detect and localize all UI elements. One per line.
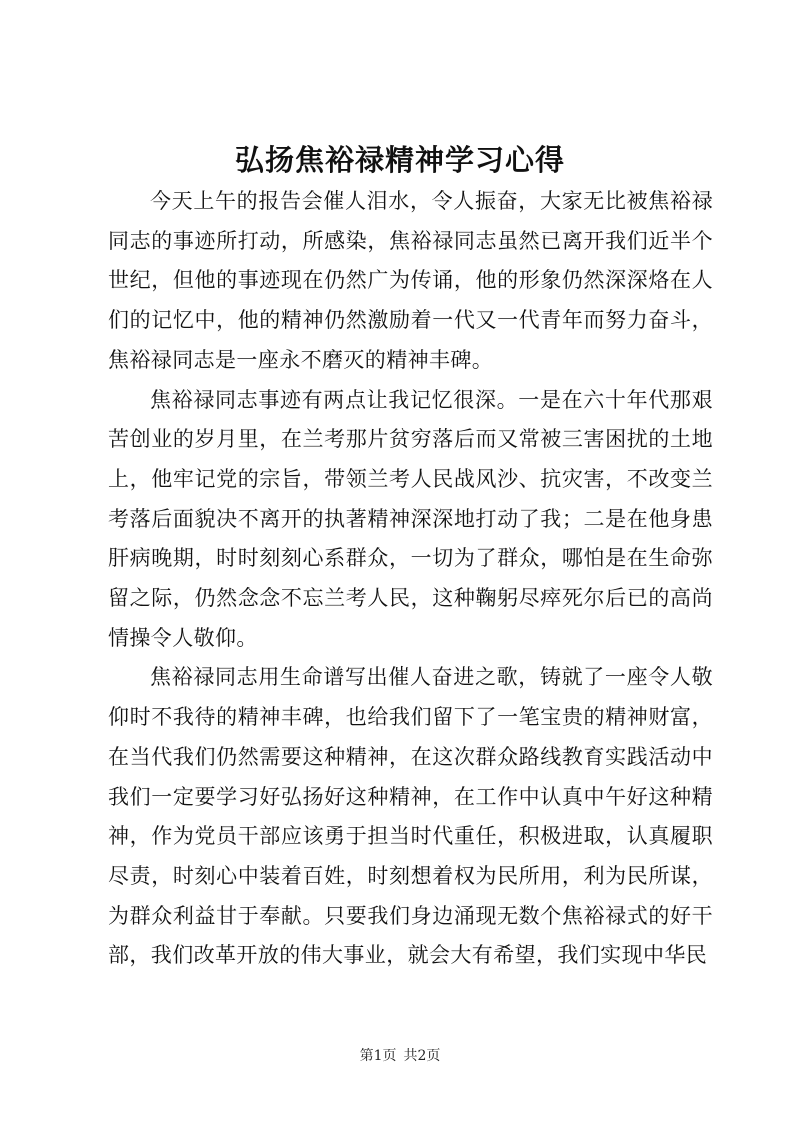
page-number: 第1页 <box>359 1048 397 1064</box>
paragraph-1: 今天上午的报告会催人泪水，令人振奋，大家无比被焦裕禄同志的事迹所打动，所感染，焦裕禄同志虽然已离开我们近半个世纪，但他的事迹现在仍然广为传诵，他的形象仍然深深烙在人们的记忆中，他的精神仍然激励着一代又一代青年而努力奋斗，焦裕禄同志是一座永不磨灭的精神丰碑。 <box>108 189 713 372</box>
document-body <box>108 182 713 976</box>
page-footer <box>0 1046 800 1066</box>
page-total: 共2页 <box>403 1048 441 1064</box>
paragraph-2: 焦裕禄同志事迹有两点让我记忆很深。一是在六十年代那艰苦创业的岁月里，在兰考那片贫穷落后而又常被三害困扰的土地上，他牢记党的宗旨，带领兰考人民战风沙、抗灾害，不改变兰考落后面貌决不离开的执著精神深深地打动了我；二是在他身患肝病晚期，时时刻刻心系群众，一切为了群众，哪怕是在生命弥留之际，仍然念念不忘兰考人民，这种鞠躬尽瘁死尔后已的高尚情操令人敬仰。 <box>108 387 713 650</box>
document-title: 弘扬焦裕禄精神学习心得 <box>234 143 565 177</box>
paragraph-3: 焦裕禄同志用生命谱写出催人奋进之歌，铸就了一座令人敬仰时不我待的精神丰碑，也给我们留下了一笔宝贵的精神财富，在当代我们仍然需要这种精神，在这次群众路线教育实践活动中我们一定要学习好弘扬好这种精神，在工作中认真中午好这种精神，作为党员干部应该勇于担当时代重任，积极进取，认真履职尽责，时刻心中装着百姓，时刻想着权为民所用，利为民所谋，为群众利益甘于奉献。只要我们身边涌现无数个焦裕禄式的好干部，我们改革开放的伟大事业，就会大有希望，我们实现中华民 <box>108 665 713 968</box>
